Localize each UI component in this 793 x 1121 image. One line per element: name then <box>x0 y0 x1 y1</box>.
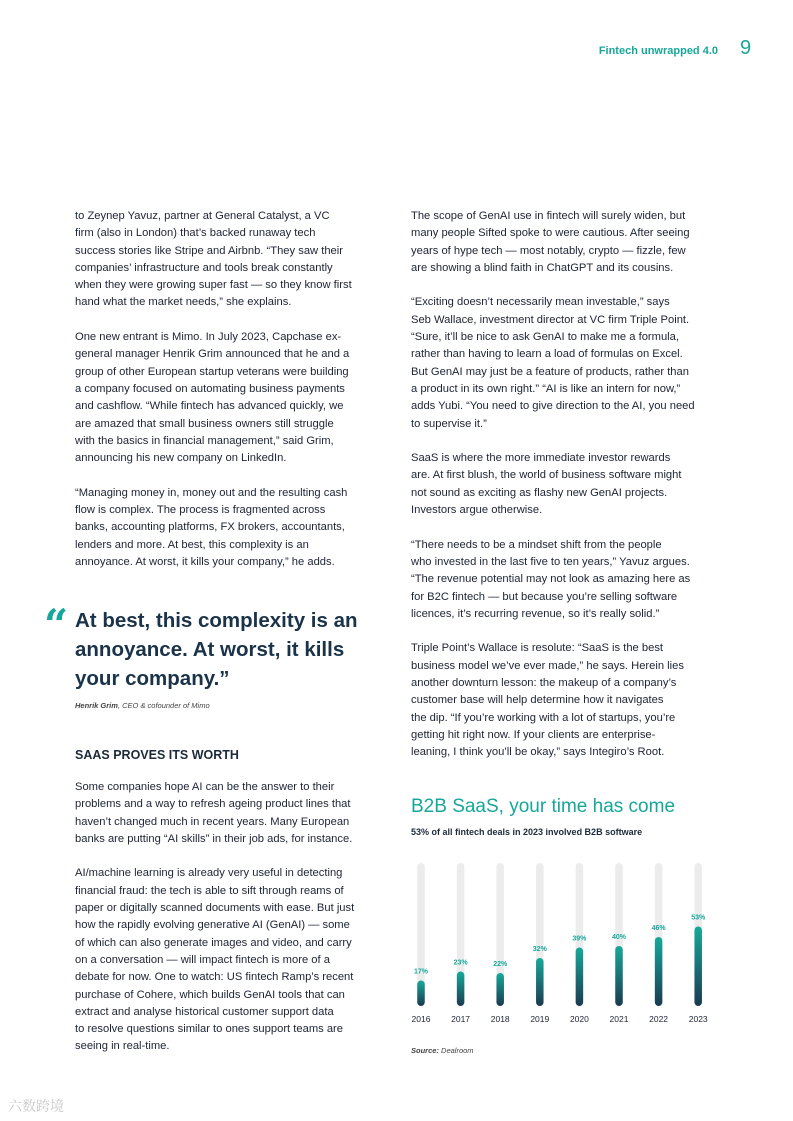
data-label-2017: 23% <box>453 959 468 967</box>
bar-2023 <box>694 927 702 1007</box>
x-tick-label: 2021 <box>609 1014 629 1024</box>
data-label-2020: 39% <box>572 935 587 943</box>
paragraph: The scope of GenAI use in fintech will surely widen, but many people Sifted spoke to were cautious. After seeing years of hype tech — most notably, crypto — fizzle, few are showing a blind faith in ChatGPT and its cousins. <box>411 210 690 274</box>
x-tick-label: 2018 <box>490 1014 510 1024</box>
data-label-2023: 53% <box>691 914 706 922</box>
chart-source <box>411 1046 474 1055</box>
x-tick-label: 2017 <box>451 1014 471 1024</box>
chart-source-name: Dealroom <box>441 1046 474 1055</box>
data-label-2016: 17% <box>413 968 429 976</box>
paragraph: to Zeynep Yavuz, partner at General Catalyst, a VC firm (also in London) that’s backed runaway tech success stories like Stripe and Airbnb. “They saw their companies’ infrastructure and tools break constantly when they were growing super fast — so they know first hand what the market needs,” she explains. <box>75 210 352 309</box>
paragraph: One new entrant is Mimo. In July 2023, Capchase ex- general manager Henrik Grim announced that he and a group of other European startup veterans were building a company focused on automating business payments and cashflow. “While fintech has advanced quickly, we are amazed that small business owners still struggle with the basics in financial management,” said Grim, announcing his new company on LinkedIn. <box>75 331 350 465</box>
pullquote-author: Henrik Grim <box>75 701 118 710</box>
pullquote-attribution <box>75 701 374 710</box>
quote-mark-icon: “ <box>44 600 69 649</box>
x-tick-label: 2019 <box>530 1014 550 1024</box>
pullquote <box>44 600 374 710</box>
bar-2022 <box>655 937 663 1006</box>
chart-title: B2B SaaS, your time has come <box>411 796 676 817</box>
bar-2021 <box>615 946 623 1006</box>
left-column <box>75 208 385 589</box>
data-label-2019: 32% <box>532 946 547 953</box>
bar-2019 <box>536 958 544 1006</box>
pullquote-text: At best, this complexity is an annoyance. At worst, it kills your company.” <box>75 609 358 690</box>
data-label-2022: 46% <box>651 925 666 932</box>
x-tick-label: 2016 <box>411 1014 431 1024</box>
bar-2020 <box>576 948 584 1007</box>
pullquote-role: , CEO & cofounder of Mimo <box>117 701 210 710</box>
section-body <box>75 779 385 1073</box>
header-title: Fintech unwrapped 4.0 <box>598 45 718 57</box>
data-label-2018: 22% <box>493 961 508 968</box>
bar-chart <box>400 855 730 1030</box>
chart-source-label: Source: <box>411 1046 439 1055</box>
paragraph: “Managing money in, money out and the resulting cash flow is complex. The process is fragmented across banks, accounting platforms, FX brokers, accountants, lenders and more. At best, this complexity is an annoyance. At worst, it kills your company,” he adds. <box>75 486 348 568</box>
bar-2018 <box>496 973 504 1006</box>
page-number: 9 <box>740 37 752 59</box>
paragraph: Some companies hope AI can be the answer to their problems and a way to refresh ageing product lines that haven’t changed much in recent years. Many European banks are putting “AI skills” in their job ads, for instance. <box>75 781 353 845</box>
x-tick-label: 2023 <box>688 1014 708 1024</box>
data-label-2021: 40% <box>611 934 627 941</box>
bar-2016 <box>417 981 425 1007</box>
chart-subtitle: 53% of all fintech deals in 2023 involved B2B software <box>411 827 643 837</box>
paragraph: AI/machine learning is already very useful in detecting financial fraud: the tech is able to sift through reams of paper or digitally scanned documents with ease. But just how the rapidly evolving generative AI (GenAI) — some of which can also generate images and video, and carry on a conversation — will impact fintech is more of a debate for now. One to watch: US fintech Ramp’s recent purchase of Cohere, which builds GenAI tools that can extract and analyse historical customer support data to resolve questions similar to ones support teams are seeing in real-time. <box>75 867 355 1053</box>
section-heading: SAAS PROVES ITS WORTH <box>75 748 239 762</box>
paragraph: “There needs to be a mindset shift from the people who invested in the last five to ten years,” Yavuz argues. “The revenue potential may not look as amazing here as for B2C fintech — but because you’re selling software licences, it’s recurring revenue, so it’s really solid.” <box>411 538 691 620</box>
bar-2017 <box>457 972 465 1007</box>
paragraph: Triple Point’s Wallace is resolute: “SaaS is the best business model we’ve ever made,” he says. Herein lies another downturn lesson: the makeup of a company’s customer base will help determine how it navigates the dip. “If you’re working with a lot of startups, you’re getting hit right now. If your clients are enterprise- leaning, I think you’ll be okay,” says Integiro’s Root. <box>411 642 684 759</box>
watermark-logo: 六数跨境 <box>8 1098 64 1114</box>
paragraph: SaaS is where the more immediate investor rewards are. At first blush, the world of business software might not sound as exciting as flashy new GenAI projects. Investors argue otherwise. <box>411 452 682 517</box>
right-column <box>411 208 723 779</box>
x-tick-label: 2020 <box>569 1014 589 1024</box>
x-tick-label: 2022 <box>649 1014 669 1024</box>
paragraph: “Exciting doesn’t necessarily mean investable,” says Seb Wallace, investment director at VC firm Triple Point. “Sure, it’ll be nice to ask GenAI to make me a formula, rather than having to learn a load of formulas on Excel. But GenAI may just be a feature of products, rather than a product in its own right.” “AI is like an intern for now,” adds Yubi. “You need to give direction to the AI, you need to supervise it.” <box>411 296 695 430</box>
